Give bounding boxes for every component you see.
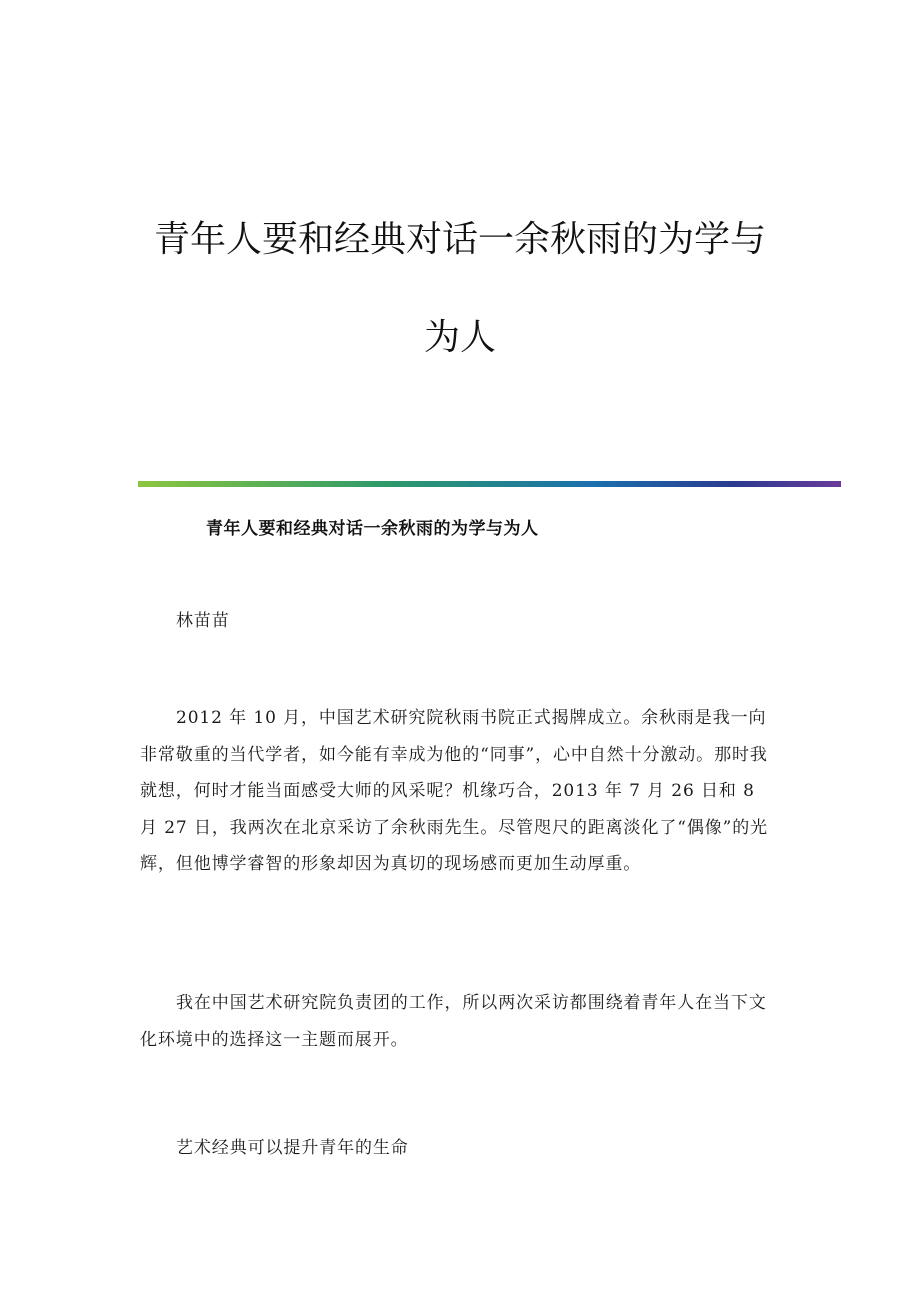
document-title-line-2: 为人 bbox=[423, 317, 496, 358]
document-title-line-1: 青年人要和经典对话一余秋雨的为学与 bbox=[153, 219, 766, 260]
paragraph-1: 2012 年 10 月，中国艺术研究院秋雨书院正式揭牌成立。余秋雨是我一向非常敬重的当代学者，如今能有幸成为他的“同事”，心中自然十分激动。那时我就想，何时才能当面感受大师的风采呢？机缘巧合，2013 年 7 月 26 日和 8 月 27 日，我两次在北京采访了余秋雨先生。尽管咫尺的距离淡化了“偶像”的光辉，但他博学睿智的形象却因为真切的现场感而更加生动厚重。 bbox=[140, 708, 769, 874]
section-heading: 艺术经典可以提升青年的生命 bbox=[176, 1138, 409, 1158]
paragraph-2: 我在中国艺术研究院负责团的工作，所以两次采访都围绕着青年人在当下文化环境中的选择这一主题而展开。 bbox=[140, 993, 767, 1050]
article-title: 青年人要和经典对话一余秋雨的为学与为人 bbox=[206, 519, 539, 539]
gradient-divider bbox=[138, 481, 841, 487]
author-name: 林苗苗 bbox=[176, 611, 230, 631]
